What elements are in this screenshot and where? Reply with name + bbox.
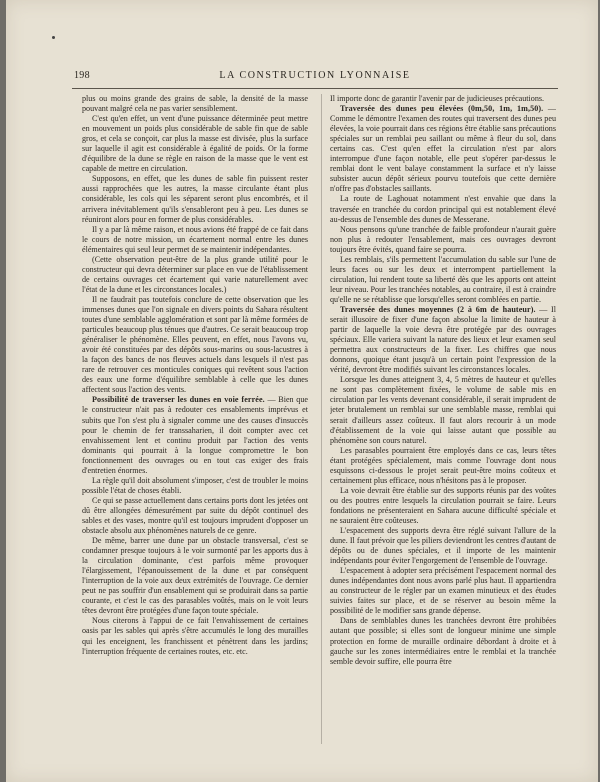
paragraph-text: Les parasables pourraient être employés dans ce cas, leurs têtes étant protégées spécialement, mais comme l'ouvrage dont nous esquissons ci-dessous le projet serait peut-être moins coûteux et certainement plus efficace, nous n'hésitons pas à le proposer. — [330, 445, 556, 485]
paragraph — [82, 496, 308, 536]
paragraph — [82, 94, 308, 114]
paragraph-text: L'espacement à adopter sera précisément l'espacement normal des dunes indépendantes dont nous avons parlé plus haut. Il appartiendra au constructeur de le régler par un examen minutieux et des études suivies faites sur place, et de se réserver au besoin même la possibilité de le modifier sans grande dépense. — [330, 566, 556, 616]
paragraph — [330, 446, 556, 486]
paragraph-text: Il importe donc de garantir l'avenir par de judicieuses précautions. — [330, 94, 545, 103]
section-heading: Traversée des dunes peu élevées (0m,50, 1m, 1m,50). — [340, 104, 544, 114]
paragraph-text: Ce qui se passe actuellement dans certains ports dont les jetées ont dû être allongées démesurément par suite du dépôt continuel des sables et des vases, montre qu'il est toujours imprudent d'opposer un obstacle absolu aux phénomènes naturels de ce genre. — [82, 495, 308, 536]
paragraph-text: Lorsque les dunes atteignent 3, 4, 5 mètres de hauteur et qu'elles ne sont pas complètement fixées, le volume de sable mis en circulation par les vents devenant considérable, il serait imprudent de jeter brutalement un remblai sur une semblable masse, remblai qui serait d'ailleurs assez coûteux. Il faut alors recourir à un mode d'établissement de la voie qui laisse autant que possible au phénomène son cours naturel. — [330, 375, 556, 445]
header-rule — [72, 88, 558, 89]
column-divider — [321, 94, 322, 744]
paragraph — [330, 486, 556, 526]
paragraph — [82, 616, 308, 656]
paragraph — [330, 526, 556, 566]
journal-page — [6, 0, 598, 782]
ink-speck — [52, 36, 55, 39]
paragraph — [330, 255, 556, 305]
paragraph — [330, 104, 556, 194]
paragraph-text: — Il serait illusoire de fixer d'une façon absolue la limite de hauteur à partir de laquelle la voie devra être protégée par des ouvrages spéciaux. Elle variera suivant la nature des lieux et leur examen seul permettra aux constructeurs de la fixer. Les chiffres que nous donnons, quoique étant jusqu'à un certain point l'expression de la vérité, devront être modifiés suivant les circonstances locales. — [330, 304, 556, 375]
paragraph-text: Il y a par là même raison, et nous avions été frappé de ce fait dans le cours de notre mission, un écartement normal entre les dunes élémentaires qui seul leur permet de se maintenir indépendantes. — [82, 224, 308, 254]
paragraph — [330, 616, 556, 666]
paragraph — [330, 225, 556, 255]
paragraph-text: — Bien que le constructeur n'ait pas à redouter ces ensablements imprévus et subits que l'on s'est plu à signaler comme une des causes d'insuccès pour le chemin de fer transsaharien, il doit compter avec cet envahissement lent et continu produit par l'action des vents dominants qui pourrait à la longue compromettre le bon fonctionnement des ouvrages ou en tout cas exiger des frais d'entretien énormes. — [82, 395, 308, 475]
paragraph-text: De même, barrer une dune par un obstacle transversal, c'est se condamner presque toujours à le voir surmonté par les apports dus à la circulation dominante, c'est parfois même provoquer l'élargissement, l'épanouissement de la dune et par conséquent l'interruption de la voie aux deux extrémités de l'ouvrage. Ce dernier peut ne pas souffrir d'un ensablement qui se produirait dans sa partie courante, et c'est le cas des parasables voûtés, mais on le voit leurs têtes devront être protégées d'une façon toute spéciale. — [82, 536, 308, 616]
paragraph — [330, 305, 556, 375]
paragraph-text: Supposons, en effet, que les dunes de sable fin puissent rester aussi rapprochées que les autres, la masse circulante étant plus considérable, les cols qui les séparent seront plus encombrés, et il arrivera inévitablement qu'ils s'ensableront peu à peu. Les dunes se réuniront alors pour en former de plus considérables. — [82, 174, 308, 224]
paragraph-text: La règle qu'il doit absolument s'imposer, c'est de troubler le moins possible l'état de choses établi. — [82, 475, 308, 495]
paragraph — [330, 194, 556, 224]
paragraph — [82, 295, 308, 395]
paragraph — [82, 395, 308, 475]
paragraph — [82, 114, 308, 174]
paragraph-text: Dans de semblables dunes les tranchées devront être prohibées autant que possible; si elles sont de longueur minime une simple protection en forme de muraille ordinaire débordant à droite et à gauche sur les zones intermédiaires entre le remblai et la tranchée semble devoir suffire, elle pourra être — [330, 616, 556, 666]
paragraph-text: Nous pensons qu'une tranchée de faible profondeur n'aurait guère non plus à redouter l'ensablement, mais ces ouvrages devront toujours être évités, quand faire se pourra. — [330, 224, 556, 254]
paragraph-text: La voie devrait être établie sur des supports réunis par des voûtes ou des poutres entre lesquels la circulation pourrait se faire. Leurs fondations ne présenteraient en Sahara aucune difficulté spéciale et ne sauraient être coûteuses. — [330, 485, 556, 525]
paragraph — [82, 225, 308, 255]
paragraph-text: L'espacement des supports devra être réglé suivant l'allure de la dune. Il faut prévoir que les piliers deviendront les centres d'autant de dépôts ou de dunes spéciales, et il importe de les maintenir indépendants pour éviter l'engorgement de l'ensemble de l'ouvrage. — [330, 526, 556, 566]
paragraph-text: (Cette observation peut-être de la plus grande utilité pour le constructeur qui devra déterminer sur place en vue de l'établissement de certains ouvrages cet écartement qui varie naturellement avec l'état de la dune et les circonstances locales.) — [82, 254, 308, 294]
paragraph — [82, 174, 308, 224]
paragraph-text: Les remblais, s'ils permettent l'accumulation du sable sur l'une de leurs faces ou sur les deux et interrompent partiellement la circulation, lui rendent toute sa liberté dès que les apports ont atteint leur niveau. Pour les tranchées notables, au contraire, il est à craindre qu'elle ne se rétablisse que lorsqu'elles seront comblées en partie. — [330, 254, 556, 304]
section-heading: Possibilité de traverser les dunes en voie ferrée. — [92, 395, 265, 405]
paragraph-text: La route de Laghouat notamment n'est envahie que dans la traversée en tranchée du cordon principal qui est notablement élevé au-dessus de l'ensemble des dunes de Messerane. — [330, 194, 556, 224]
paragraph-text: Nous citerons à l'appui de ce fait l'envahissement de certaines oasis par les sables qui après s'être accumulés le long des murailles qui les enceignent, les franchissent et pénètrent dans les jardins; l'interruption fréquente de certaines routes, etc. etc. — [82, 616, 308, 656]
page-number: 198 — [74, 70, 90, 81]
paragraph — [330, 375, 556, 445]
paragraph — [82, 255, 308, 295]
paragraph-text: — Comme le démontre l'examen des routes qui traversent des dunes peu élevées, la voie pourrait dans ces régions être établie sans précautions spéciales sur un remblai peu saillant ou même à fleur du sol, dans certains cas. C'est qu'en effet la circulation n'est par alors interrompue d'une façon notable, elle peut s'opérer par-dessus le remblai dont le vent balaye constamment la surface et n'y laisse subsister aucun dépôt sérieux pourvu toutefois que cette dernière n'offre pas d'obstacles saillants. — [330, 104, 556, 194]
left-text-column — [82, 94, 308, 754]
paragraph — [330, 566, 556, 616]
section-heading: Traversée des dunes moyennes (2 à 6m de hauteur). — [340, 304, 536, 314]
paragraph-text: C'est qu'en effet, un vent d'une puissance déterminée peut mettre en mouvement un poids plus considérable de sable fin que de sable gros, et cela se conçoit, car plus la masse est divisée, plus la surface sur laquelle il agit est considérable à égalité de poids. Or la forme d'équilibre de la dune se règle en raison de la masse que le vent est capable de mettre en circulation. — [82, 114, 308, 174]
paragraph-text: plus ou moins grande des grains de sable, la densité de la masse pouvant malgré cela ne pas varier sensiblement. — [82, 94, 308, 114]
running-header — [72, 70, 558, 84]
right-text-column — [330, 94, 556, 754]
paragraph-text: Il ne faudrait pas toutefois conclure de cette observation que les immenses dunes que l'on signale en divers points du Sahara résultent toutes d'une semblable agglomération et sont par là même formées de particules beaucoup plus ténues que d'autres. Ce serait beaucoup trop généraliser le phénomène. Elles peuvent, en effet, nous l'avons vu, avoir été constituées par des dépôts sous-marins ou sous-lacustres à la façon des bancs de nos fleuves actuels dans lesquels il n'est pas rare de retrouver ces monticules coniques qui revêtent sous l'action des eaux une forme d'équilibre semblable à celle que les dunes affectent sous l'action des vents. — [82, 294, 308, 395]
paragraph — [82, 476, 308, 496]
journal-title: LA CONSTRUCTION LYONNAISE — [219, 70, 411, 81]
paragraph — [82, 536, 308, 616]
paragraph — [330, 94, 556, 104]
